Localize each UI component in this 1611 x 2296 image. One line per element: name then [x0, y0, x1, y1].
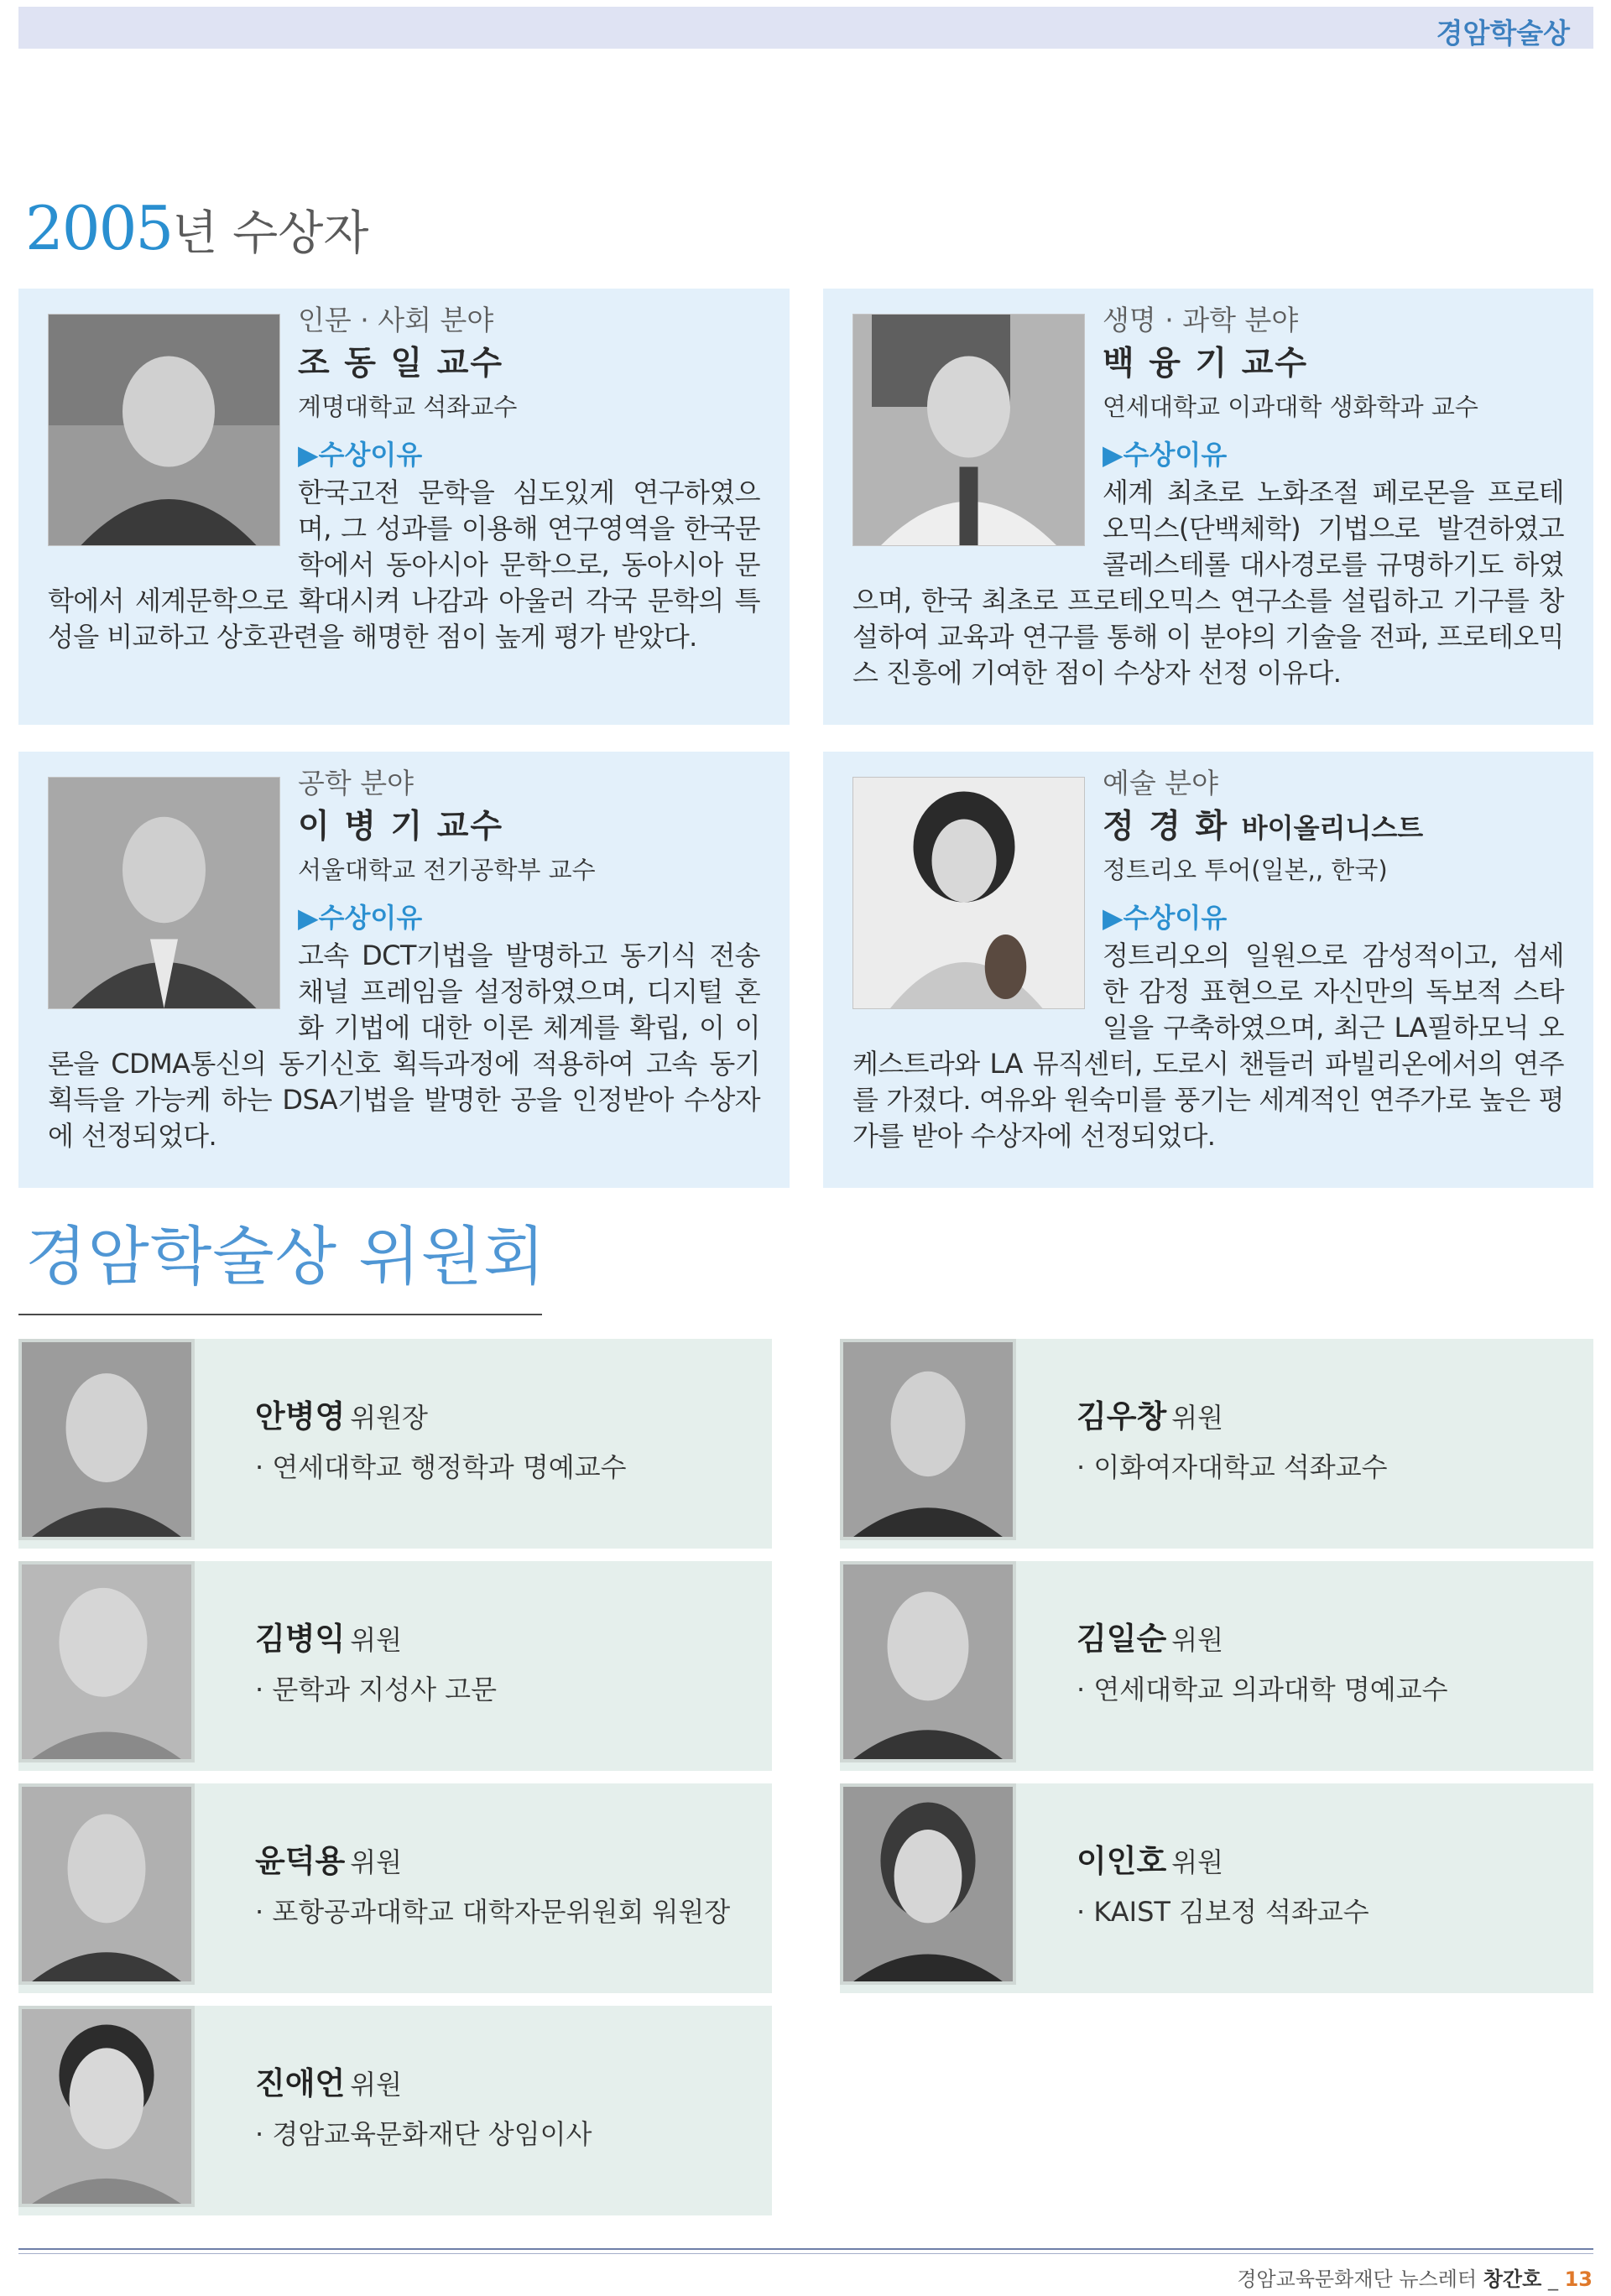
- awardee-affiliation: 계명대학교 석좌교수: [298, 393, 518, 421]
- award-field: 생명 · 과학 분야: [1103, 304, 1299, 336]
- award-reason-text: 한국고전 문학을 심도있게 연구하였으며, 그 성과를 이용해 연구영역을 한국문학에서 동아시아 문학으로, 동아시아 문학에서 세계문학으로 확대시켜 나감과 아울러 각국 문학의 특성을 비교하고 상호관련을 해명한 점이 높게 평가 받았다.: [48, 476, 760, 653]
- award-field: 공학 분야: [298, 767, 414, 799]
- member-affiliation: · 연세대학교 행정학과 명예교수: [255, 1451, 627, 1483]
- award-reason-heading: ▶수상이유: [1103, 902, 1228, 934]
- award-reason-heading: ▶수상이유: [298, 902, 423, 934]
- footer-separator: _: [1547, 2267, 1558, 2291]
- section-title-rest: 년 수상자: [172, 206, 369, 261]
- member-photo: [840, 1783, 1016, 1985]
- member-affiliation: · 포항공과대학교 대학자문위원회 워원장: [255, 1896, 731, 1928]
- member-affiliation: · 연세대학교 의과대학 명예교수: [1077, 1674, 1448, 1705]
- awardee-affiliation: 정트리오 투어(일본,, 한국): [1103, 856, 1388, 884]
- awardee-affiliation: 서울대학교 전기공학부 교수: [298, 856, 596, 884]
- member-photo: [18, 1783, 195, 1985]
- member-name: 안병영 위원장: [255, 1398, 428, 1434]
- member-photo: [840, 1561, 1016, 1762]
- header-brand: 경암학술상: [1436, 17, 1570, 49]
- awardee-name: 백 융 기 교수: [1103, 344, 1309, 383]
- award-reason-text: 세계 최초로 노화조절 페로몬을 프로테오믹스(단백체학) 기법으로 발견하였고 콜레스테롤 대사경로를 규명하기도 하였으며, 한국 최초로 프로테오믹스 연구소를 설립하고 기구를 창설하여 교육과 연구를 통해 이 분야의 기술을 전파, 프로테오믹스 진흥에 기여한 점이 수상자 선정 이유다.: [852, 476, 1564, 689]
- header-bar: [18, 7, 1593, 49]
- awardee-name: 정 경 화 바이올리니스트: [1103, 807, 1424, 846]
- footer-publication: 경암교육문화재단 뉴스레터: [1237, 2267, 1478, 2291]
- member-name: 진애언 위원: [255, 2065, 403, 2101]
- member-name: 윤덕용 위원: [255, 1843, 403, 1879]
- section-year: 2005: [25, 193, 173, 263]
- footer-rule-thin: [18, 2253, 1593, 2254]
- member-name: 김우창 위원: [1077, 1398, 1224, 1434]
- member-name: 김병익 위원: [255, 1621, 403, 1657]
- committee-member: [840, 1783, 1593, 1993]
- page-footer: [1237, 2262, 1593, 2292]
- award-reason-heading: ▶수상이유: [298, 439, 423, 471]
- member-affiliation: · 경암교육문화재단 상임이사: [255, 2118, 592, 2150]
- member-name: 김일순 위원: [1077, 1621, 1224, 1657]
- awardee-name: 이 병 기 교수: [298, 807, 504, 846]
- award-field: 인문 · 사회 분야: [298, 304, 494, 336]
- committee-member: [18, 1339, 772, 1549]
- member-affiliation: · 문학과 지성사 고문: [255, 1674, 497, 1705]
- award-card-arts: [823, 752, 1593, 1188]
- committee-member: [18, 2006, 772, 2215]
- footer-issue: 창간호: [1483, 2267, 1542, 2291]
- committee-member: [18, 1783, 772, 1993]
- award-field: 예술 분야: [1103, 767, 1219, 799]
- award-reason-heading: ▶수상이유: [1103, 439, 1228, 471]
- member-photo: [840, 1339, 1016, 1540]
- award-reason-text: 고속 DCT기법을 발명하고 동기식 전송채널 프레임을 설정하였으며, 디지털 혼화 기법에 대한 이론 체계를 확립, 이 이론을 CDMA통신의 동기신호 획득과정에 적용하여 고속 동기 획득을 가능케 하는 DSA기법을 발명한 공을 인정받아 수상자에 선정되었다.: [48, 940, 760, 1152]
- footer-rule: [18, 2248, 1593, 2250]
- award-card-humanities: [18, 289, 790, 725]
- awardee-name: 조 동 일 교수: [298, 344, 504, 383]
- member-photo: [18, 2006, 195, 2207]
- awardee-affiliation: 연세대학교 이과대학 생화학과 교수: [1103, 393, 1478, 421]
- committee-member: [840, 1561, 1593, 1771]
- page-number: 13: [1564, 2267, 1593, 2291]
- committee-member: [18, 1561, 772, 1771]
- section-title-2005: [25, 193, 369, 263]
- award-card-engineering: [18, 752, 790, 1188]
- award-card-life-science: [823, 289, 1593, 725]
- committee-title: 경암학술상 위원회: [25, 1219, 546, 1294]
- award-reason-text: 정트리오의 일원으로 감성적이고, 섬세한 감정 표현으로 자신만의 독보적 스타일을 구축하였으며, 최근 LA필하모닉 오케스트라와 LA 뮤직센터, 도로시 챈들러 파빌리온에서의 연주를 가졌다. 여유와 원숙미를 풍기는 세계적인 연주가로 높은 평가를 받아 수상자에 선정되었다.: [852, 940, 1564, 1152]
- member-photo: [18, 1561, 195, 1762]
- member-affiliation: · 이화여자대학교 석좌교수: [1077, 1451, 1388, 1483]
- member-name: 이인호 위원: [1077, 1843, 1224, 1879]
- member-photo: [18, 1339, 195, 1540]
- member-affiliation: · KAIST 김보정 석좌교수: [1077, 1896, 1369, 1928]
- committee-member: [840, 1339, 1593, 1549]
- committee-title-underline: [18, 1314, 542, 1315]
